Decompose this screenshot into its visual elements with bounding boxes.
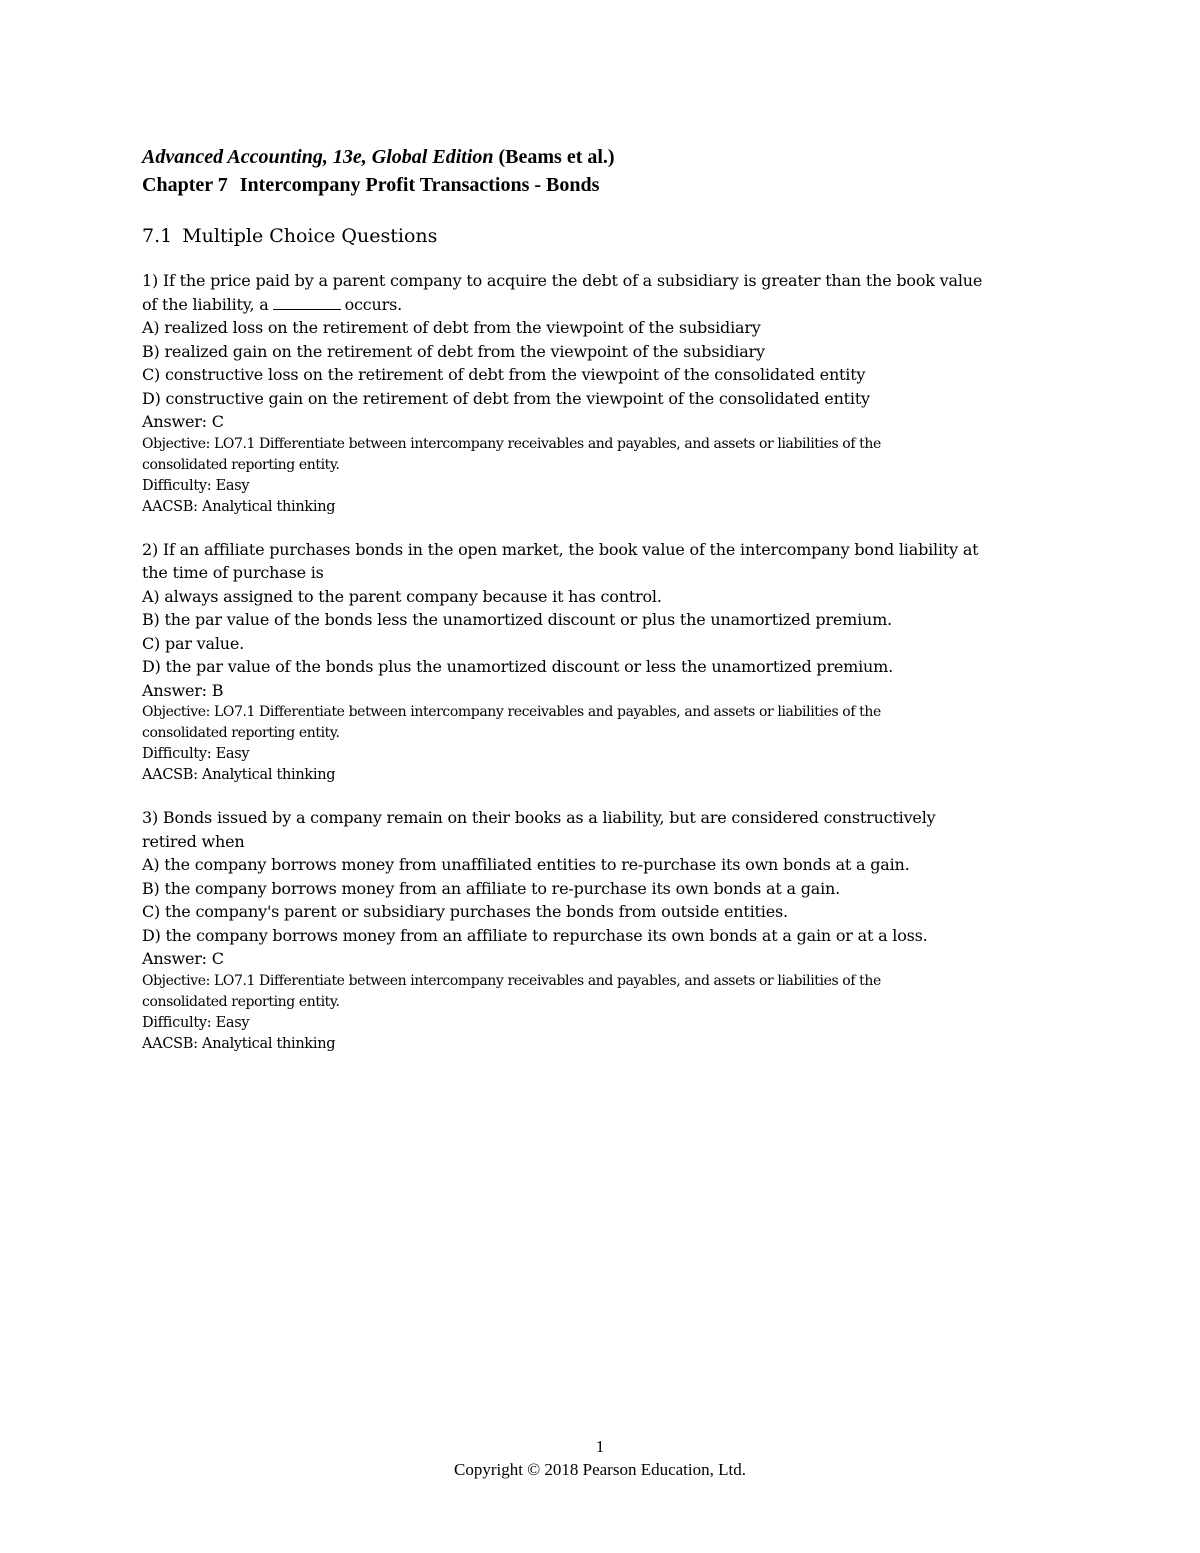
question-stem-continued (142, 293, 1057, 317)
question-stem-continued: the time of purchase is (142, 563, 324, 582)
objective: Objective: LO7.1 Differentiate between intercompany receivables and payables, and assets or liabilities of the (142, 435, 881, 452)
answer: Answer: C (142, 412, 224, 431)
objective-continued: consolidated reporting entity. (142, 993, 340, 1010)
option-b: B) the par value of the bonds less the unamortized discount or plus the unamortized premium. (142, 610, 892, 629)
question-2 (142, 538, 1057, 787)
option-b: B) the company borrows money from an affiliate to re-purchase its own bonds at a gain. (142, 878, 840, 898)
difficulty: Difficulty: Easy (142, 746, 250, 762)
question-stem: 1) If the price paid by a parent company to acquire the debt of a subsidiary is greater than the book value (142, 271, 983, 290)
option-c: C) par value. (142, 633, 245, 653)
section-heading (142, 223, 1057, 249)
page-content (142, 143, 1057, 1055)
option-c: C) the company's parent or subsidiary purchases the bonds from outside entities. (142, 902, 788, 921)
chapter-title-line (142, 171, 1057, 199)
question-3 (142, 806, 1057, 1055)
difficulty: Difficulty: Easy (142, 1014, 250, 1031)
section-title: Multiple Choice Questions (182, 225, 438, 247)
question-stem: 3) Bonds issued by a company remain on their books as a liability, but are considered constructively (142, 808, 936, 827)
answer: Answer: B (142, 680, 224, 700)
option-a: A) always assigned to the parent company because it has control. (142, 586, 662, 606)
question-1 (142, 269, 1057, 518)
section-number: 7.1 (142, 225, 173, 247)
answer: Answer: C (142, 949, 224, 968)
option-a: A) realized loss on the retirement of debt from the viewpoint of the subsidiary (142, 318, 761, 337)
option-b: B) realized gain on the retirement of debt from the viewpoint of the subsidiary (142, 341, 765, 361)
book-title: Advanced Accounting, 13e, Global Edition (142, 146, 494, 168)
objective: Objective: LO7.1 Differentiate between intercompany receivables and payables, and assets or liabilities of the (142, 972, 881, 989)
aacsb: AACSB: Analytical thinking (142, 498, 336, 515)
book-title-line (142, 143, 1057, 171)
fill-in-blank (273, 297, 341, 310)
page-number: 1 (595, 1437, 605, 1456)
option-c: C) constructive loss on the retirement of debt from the viewpoint of the consolidated entity (142, 365, 866, 384)
chapter-title: Intercompany Profit Transactions - Bonds (239, 174, 600, 196)
option-d: D) the company borrows money from an affiliate to repurchase its own bonds at a gain or at a loss. (142, 925, 928, 945)
stem-text-after-blank: occurs. (344, 294, 402, 314)
chapter-number: Chapter 7 (142, 174, 228, 196)
copyright-notice: Copyright © 2018 Pearson Education, Ltd. (454, 1460, 746, 1479)
option-d: D) the par value of the bonds plus the unamortized discount or less the unamortized premium. (142, 657, 894, 676)
aacsb: AACSB: Analytical thinking (142, 1035, 336, 1052)
option-d: D) constructive gain on the retirement of debt from the viewpoint of the consolidated entity (142, 388, 870, 408)
objective-continued: consolidated reporting entity. (142, 725, 340, 741)
objective-continued: consolidated reporting entity. (142, 456, 340, 473)
book-authors: (Beams et al.) (493, 146, 615, 168)
option-a: A) the company borrows money from unaffiliated entities to re-purchase its own bonds at a gain. (142, 855, 910, 874)
aacsb: AACSB: Analytical thinking (142, 767, 336, 783)
objective: Objective: LO7.1 Differentiate between intercompany receivables and payables, and assets or liabilities of the (142, 704, 881, 720)
question-stem: 2) If an affiliate purchases bonds in the open market, the book value of the intercompany bond liability at (142, 539, 979, 559)
difficulty: Difficulty: Easy (142, 477, 250, 494)
question-stem-continued: retired when (142, 831, 245, 851)
stem-text-before-blank: of the liability, a (142, 294, 269, 314)
